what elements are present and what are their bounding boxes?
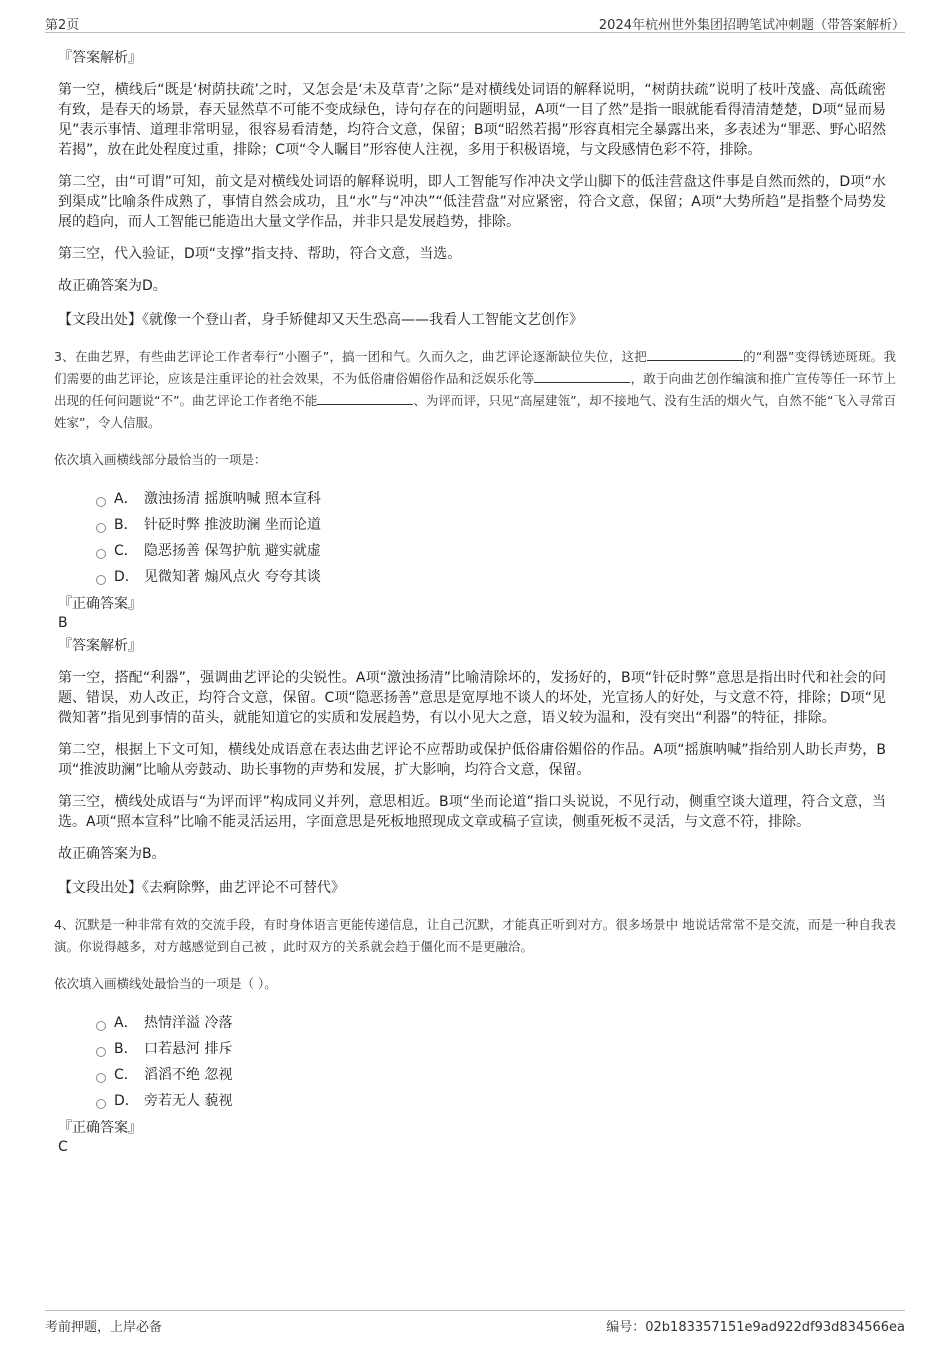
radio-icon[interactable] (96, 523, 106, 533)
footer-note: 考前押题，上岸必备 (45, 1320, 163, 1335)
radio-icon[interactable] (96, 549, 106, 559)
q2-conclusion: 故正确答案为D。 (58, 278, 167, 294)
fill-blank (534, 368, 630, 383)
radio-icon[interactable] (96, 497, 106, 507)
option-d[interactable]: D． 旁若无人 藐视 (96, 1088, 898, 1114)
radio-icon[interactable] (96, 575, 106, 585)
option-c[interactable]: C． 滔滔不绝 忽视 (96, 1062, 898, 1088)
q3-correct-heading: 『正确答案』 (58, 596, 142, 612)
q3-analysis-heading: 『答案解析』 (58, 638, 142, 654)
fill-blank (317, 390, 413, 405)
radio-icon[interactable] (96, 1021, 106, 1031)
q2-analysis-para-3: 第三空，代入验证，D项“支撑”指支持、帮助，符合文意，当选。 (58, 246, 462, 262)
option-a[interactable]: A． 激浊扬清 摇旗呐喊 照本宣科 (96, 486, 898, 512)
page-number: 第2页 (45, 18, 80, 33)
option-d[interactable]: D． 见微知著 煽风点火 夸夸其谈 (96, 564, 898, 590)
option-a[interactable]: A． 热情洋溢 冷落 (96, 1010, 898, 1036)
q3-analysis-para-3: 第三空，横线处成语与“为评而评”构成同义并列，意思相近。B项“坐而论道”指口头说说，不见行动，侧重空谈大道理，符合文意，当选。A项“照本宣科”比喻不能灵活运用，字面意思是死板地照现成文章或稿子宣读，侧重死板不灵活，与文意不符，排除。 (58, 794, 886, 830)
q4-correct-answer: C (58, 1139, 68, 1155)
q3-conclusion: 故正确答案为B。 (58, 846, 166, 862)
document-title: 2024年杭州世外集团招聘笔试冲刺题（带答案解析） (598, 18, 905, 33)
q3-analysis-para-2: 第二空，根据上下文可知，横线处成语意在表达曲艺评论不应帮助或保护低俗庸俗媚俗的作品。A项“摇旗呐喊”指给别人助长声势，B项“推波助澜”比喻从旁鼓动、助长事物的声势和发展，扩大影响，均符合文意，保留。 (58, 742, 886, 778)
option-c[interactable]: C． 隐恶扬善 保驾护航 避实就虚 (96, 538, 898, 564)
fill-blank (647, 346, 743, 361)
page-footer (45, 1310, 905, 1335)
page-header (45, 12, 905, 33)
q3-correct-answer: B (58, 615, 68, 631)
radio-icon[interactable] (96, 1099, 106, 1109)
option-b[interactable]: B． 口若悬河 排斥 (96, 1036, 898, 1062)
radio-icon[interactable] (96, 1047, 106, 1057)
question-3-text: 3、在曲艺界，有些曲艺评论工作者奉行“小圈子”，搞一团和气。久而久之，曲艺评论逐渐缺位失位，这把 的“利器”变得锈迹斑斑。我们需要的曲艺评论，应该是注重评论的社会效果，不为低俗庸俗媚俗作品和泛娱乐化等 ，敢于向曲艺创作编演和推广宣传等任一环节上出现的任何问题说“不”。曲艺评论工作者绝不能 、为评而评，只见“高屋建瓴”，却不接地气、没有生活的烟火气，自然不能“飞入寻常百姓家”，令人信服。 (54, 346, 896, 434)
question-4-prompt: 依次填入画横线处最恰当的一项是（ ）。 (54, 976, 277, 991)
q4-correct-heading: 『正确答案』 (58, 1120, 142, 1136)
main-content (54, 44, 898, 1160)
question-3-options (96, 486, 898, 590)
question-4-options (96, 1010, 898, 1114)
q2-source: 【文段出处】《就像一个登山者，身手矫健却又天生恐高——我看人工智能文艺创作》 (58, 312, 583, 328)
question-3-prompt: 依次填入画横线部分最恰当的一项是： (54, 452, 267, 467)
q3-analysis-para-1: 第一空，搭配“利器”，强调曲艺评论的尖锐性。A项“激浊扬清”比喻清除坏的，发扬好的，B项“针砭时弊”意思是指出时代和社会的问题、错误，劝人改正，均符合文意，保留。C项“隐恶扬善”意思是宽厚地不谈人的坏处，光宣扬人的好处，与文意不符，排除；D项“见微知著”指见到事情的苗头，就能知道它的实质和发展趋势，有以小见大之意，语义较为温和，没有突出“利器”的特征，排除。 (58, 670, 886, 726)
footer-serial: 编号：02b183357151e9ad922df93d834566ea (606, 1320, 905, 1335)
radio-icon[interactable] (96, 1073, 106, 1083)
q2-analysis-para-1: 第一空，横线后“既是‘树荫扶疏’之时，又怎会是‘未及草青’之际”是对横线处词语的解释说明，“树荫扶疏”说明了枝叶茂盛、高低疏密有致，是春天的场景，春天显然草不可能不变成绿色，诗句存在的问题明显，A项“一目了然”是指一眼就能看得清清楚楚，D项“显而易见”表示事情、道理非常明显，很容易看清楚，均符合文意，保留；B项“昭然若揭”形容真相完全暴露出来，多表述为“罪恶、野心昭然若揭”，放在此处程度过重，排除；C项“令人瞩目”形容使人注视，多用于积极语境，与文段感情色彩不符，排除。 (58, 82, 886, 158)
q2-analysis-heading: 『答案解析』 (58, 50, 142, 66)
question-4-text: 4、沉默是一种非常有效的交流手段，有时身体语言更能传递信息，让自己沉默，才能真正听到对方。很多场景中 地说话常常不是交流，而是一种自我表演。你说得越多，对方越感觉到自己被 ，此时双方的关系就会趋于僵化而不是更融洽。 (54, 917, 896, 954)
q3-source: 【文段出处】《去痾除弊，曲艺评论不可替代》 (58, 880, 345, 896)
q2-analysis-para-2: 第二空，由“可谓”可知，前文是对横线处词语的解释说明，即人工智能写作冲决文学山脚下的低洼营盘这件事是自然而然的，D项“水到渠成”比喻条件成熟了，事情自然会成功，且“水”与“冲决”“低洼营盘”对应紧密，符合文意，保留；A项“大势所趋”是指整个局势发展的趋向，而人工智能已能造出大量文学作品，并非只是发展趋势，排除。 (58, 174, 886, 230)
option-b[interactable]: B． 针砭时弊 推波助澜 坐而论道 (96, 512, 898, 538)
